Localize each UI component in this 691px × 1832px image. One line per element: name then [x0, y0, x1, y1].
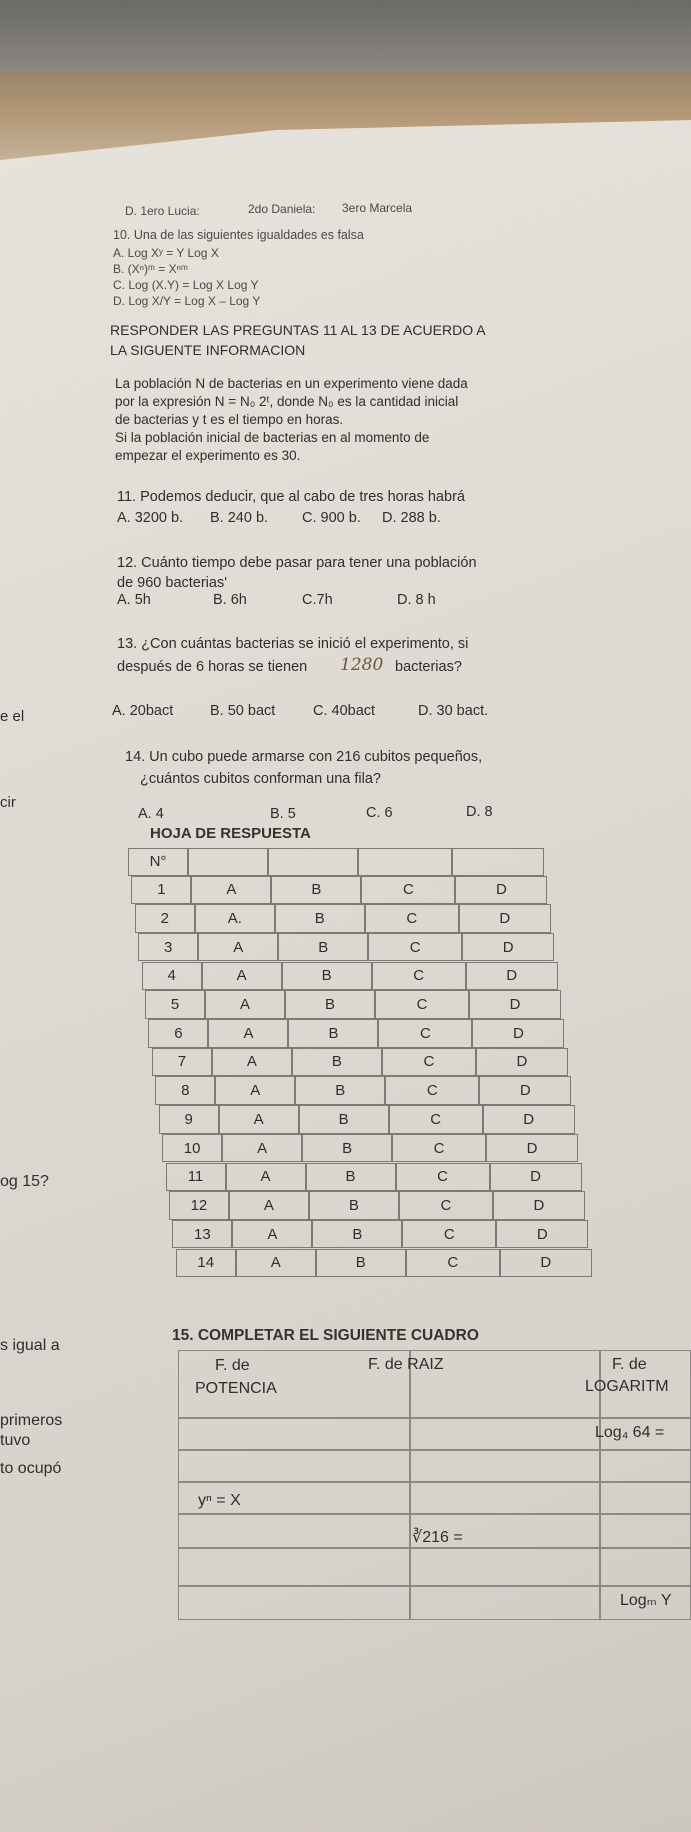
answer-choice-cell: B — [306, 1163, 396, 1192]
left-fragment-2: cir — [0, 794, 16, 811]
answer-choice-cell: C — [385, 1076, 479, 1105]
q15-log-entry: Log₄ 64 = — [595, 1424, 665, 1441]
answer-choice-cell: D — [469, 990, 561, 1019]
answer-choice-cell: A — [212, 1048, 292, 1077]
q15-logm-entry: Logₘ Y — [620, 1592, 672, 1609]
left-fragment-7: to ocupó — [0, 1460, 62, 1477]
answer-choice-cell: A — [198, 933, 278, 962]
q15-power-cell — [178, 1418, 410, 1450]
left-fragment-5: primeros — [0, 1412, 63, 1429]
answer-choice-cell: C — [372, 962, 466, 991]
answer-header-number: N° — [128, 848, 188, 876]
answer-row-number: 13 — [172, 1220, 232, 1249]
info-line-1: La población N de bacterias en un experimento viene dada — [115, 376, 468, 391]
answer-choice-cell: C — [392, 1134, 486, 1163]
q13-option-d: D. 30 bact. — [418, 703, 489, 719]
answer-choice-cell: A — [222, 1134, 302, 1163]
left-fragment-4: s igual a — [0, 1337, 60, 1354]
answer-choice-cell: A — [236, 1249, 316, 1278]
answer-choice-cell: D — [476, 1048, 568, 1077]
role-2: 2do Daniela: — [248, 202, 316, 216]
role-3: 3ero Marcela — [342, 201, 413, 215]
q13-option-b: B. 50 bact — [210, 703, 276, 719]
q15-col2-header: F. de RAIZ — [368, 1356, 444, 1373]
q15-power-cell — [178, 1586, 410, 1620]
answer-row-number: 14 — [176, 1249, 236, 1278]
answer-choice-cell: C — [378, 1019, 472, 1048]
q10-prompt: 10. Una de las siguientes igualdades es falsa — [113, 228, 364, 242]
answer-choice-cell: B — [278, 933, 368, 962]
answer-row-number: 5 — [145, 990, 205, 1019]
q15-power-cell — [178, 1514, 410, 1548]
q14-option-d: D. 8 — [466, 804, 493, 820]
q15-col1-line1: F. de — [215, 1357, 250, 1374]
q11-option-c: C. 900 b. — [302, 510, 361, 526]
section-heading-1: RESPONDER LAS PREGUNTAS 11 AL 13 DE ACUERDO A — [110, 322, 486, 338]
answer-choice-cell: D — [479, 1076, 571, 1105]
answer-choice-cell: A — [226, 1163, 306, 1192]
q12-option-d: D. 8 h — [397, 592, 436, 608]
answer-choice-cell: D — [459, 904, 551, 933]
answer-choice-cell: A — [202, 962, 282, 991]
answer-header-cell — [452, 848, 544, 876]
answer-choice-cell: B — [288, 1019, 378, 1048]
answer-choice-cell: B — [309, 1191, 399, 1220]
answer-choice-cell: C — [399, 1191, 493, 1220]
q12-option-a: A. 5h — [117, 592, 151, 608]
section-heading-2: LA SIGUENTE INFORMACION — [110, 342, 306, 358]
answer-choice-cell: C — [406, 1249, 500, 1278]
answer-choice-cell: C — [368, 933, 462, 962]
answer-choice-cell: A — [215, 1076, 295, 1105]
answer-row-number: 6 — [148, 1019, 208, 1048]
answer-row-number: 3 — [138, 933, 198, 962]
q15-log-cell — [600, 1482, 691, 1514]
answer-row-number: 1 — [131, 876, 191, 905]
answer-choice-cell: B — [271, 876, 361, 905]
q11-option-a: A. 3200 b. — [117, 510, 184, 526]
answer-row-number: 10 — [162, 1134, 222, 1163]
answer-header-cell — [188, 848, 268, 876]
info-line-3: de bacterias y t es el tiempo en horas. — [115, 412, 344, 427]
left-fragment-3: og 15? — [0, 1173, 49, 1190]
q10-option-d: D. Log X/Y = Log X – Log Y — [113, 294, 261, 308]
q14-option-c: C. 6 — [366, 805, 393, 821]
answer-choice-cell: C — [389, 1105, 483, 1134]
q14-prompt-2: ¿cuántos cubitos conforman una fila? — [140, 771, 381, 787]
q12-prompt: 12. Cuánto tiempo debe pasar para tener una población — [117, 555, 477, 571]
q15-root-cell — [410, 1586, 600, 1620]
answer-choice-cell: A — [208, 1019, 288, 1048]
q13-prompt: 13. ¿Con cuántas bacterias se inició el experimento, si — [117, 636, 469, 652]
q13-option-c: C. 40bact — [313, 703, 376, 719]
q14-option-a: A. 4 — [138, 806, 164, 822]
answer-row-number: 12 — [169, 1191, 229, 1220]
q10-option-c: C. Log (X.Y) = Log X Log Y — [113, 278, 259, 292]
q13-handwritten-number: 1280 — [340, 655, 384, 675]
q15-power-cell — [178, 1450, 410, 1482]
q10-option-b: B. (Xⁿ)ᵐ = Xⁿᵐ — [113, 262, 188, 276]
answer-choice-cell: D — [490, 1163, 582, 1192]
answer-choice-cell: C — [361, 876, 455, 905]
q13-prompt-2b: bacterias? — [395, 659, 462, 675]
q15-title: 15. COMPLETAR EL SIGUIENTE CUADRO — [172, 1327, 479, 1344]
q11-prompt: 11. Podemos deducir, que al cabo de tres horas habrá — [117, 489, 465, 505]
info-line-2: por la expresión N = N₀ 2ᵗ, donde N₀ es la cantidad inicial — [115, 394, 459, 409]
background-shadow — [0, 0, 691, 70]
q14-option-b: B. 5 — [270, 806, 296, 822]
q11-option-b: B. 240 b. — [210, 510, 269, 526]
q15-root-cell — [410, 1418, 600, 1450]
answer-choice-cell: C — [396, 1163, 490, 1192]
q15-col3-line2: LOGARITM — [585, 1378, 669, 1395]
answer-choice-cell: B — [302, 1134, 392, 1163]
q15-root-cell — [410, 1548, 600, 1586]
answer-choice-cell: D — [472, 1019, 564, 1048]
info-line-5: empezar el experimento es 30. — [115, 448, 301, 463]
q15-log-cell — [600, 1514, 691, 1548]
q11-option-d: D. 288 b. — [382, 510, 441, 526]
answer-choice-cell: D — [496, 1220, 588, 1249]
q15-root-cell — [410, 1482, 600, 1514]
answer-choice-cell: D — [462, 933, 554, 962]
q15-log-cell — [600, 1450, 691, 1482]
answer-row-number: 9 — [159, 1105, 219, 1134]
answer-choice-cell: C — [375, 990, 469, 1019]
answer-choice-cell: B — [316, 1249, 406, 1278]
answer-choice-cell: B — [299, 1105, 389, 1134]
answer-row-number: 4 — [142, 962, 202, 991]
answer-choice-cell: A — [205, 990, 285, 1019]
answer-choice-cell: D — [500, 1249, 592, 1278]
answer-choice-cell: A — [229, 1191, 309, 1220]
q12-prompt-2: de 960 bacterias' — [117, 575, 227, 591]
q15-log-cell — [600, 1548, 691, 1586]
answer-choice-cell: C — [402, 1220, 496, 1249]
answer-choice-cell: D — [455, 876, 547, 905]
q15-root-cell — [410, 1450, 600, 1482]
q14-prompt: 14. Un cubo puede armarse con 216 cubitos pequeños, — [125, 749, 483, 765]
q13-prompt-2a: después de 6 horas se tienen — [117, 659, 308, 675]
q10-option-a: A. Log Xʸ = Y Log X — [113, 246, 219, 260]
answer-choice-cell: B — [292, 1048, 382, 1077]
answer-choice-cell: A — [232, 1220, 312, 1249]
answer-choice-cell: B — [285, 990, 375, 1019]
answer-choice-cell: D — [483, 1105, 575, 1134]
answer-choice-cell: A — [219, 1105, 299, 1134]
q13-option-a: A. 20bact — [112, 703, 174, 719]
q15-power-cell — [178, 1548, 410, 1586]
q12-option-b: B. 6h — [213, 592, 247, 608]
q15-root-entry: ∛216 = — [412, 1529, 463, 1546]
answer-choice-cell: D — [493, 1191, 585, 1220]
answer-choice-cell: D — [486, 1134, 578, 1163]
answer-choice-cell: C — [382, 1048, 476, 1077]
q12-option-c: C.7h — [302, 592, 333, 608]
role-1: D. 1ero Lucia: — [125, 204, 200, 218]
answer-choice-cell: A — [191, 876, 271, 905]
answer-choice-cell: B — [282, 962, 372, 991]
left-fragment-1: e el — [0, 708, 25, 725]
answer-row-number: 7 — [152, 1048, 212, 1077]
answer-sheet-title: HOJA DE RESPUESTA — [150, 825, 311, 842]
answer-header-cell — [358, 848, 452, 876]
answer-row-number: 11 — [166, 1163, 226, 1192]
answer-choice-cell: A. — [195, 904, 275, 933]
q15-col3-line1: F. de — [612, 1356, 647, 1373]
answer-choice-cell: C — [365, 904, 459, 933]
answer-row-number: 2 — [135, 904, 195, 933]
answer-choice-cell: B — [312, 1220, 402, 1249]
q15-power-entry: yⁿ = X — [198, 1492, 241, 1509]
left-fragment-6: tuvo — [0, 1432, 31, 1449]
answer-row-number: 8 — [155, 1076, 215, 1105]
q15-col1-line2: POTENCIA — [195, 1380, 277, 1397]
answer-choice-cell: B — [275, 904, 365, 933]
answer-choice-cell: B — [295, 1076, 385, 1105]
info-line-4: Si la población inicial de bacterias en al momento de — [115, 430, 430, 445]
answer-choice-cell: D — [466, 962, 558, 991]
answer-header-cell — [268, 848, 358, 876]
